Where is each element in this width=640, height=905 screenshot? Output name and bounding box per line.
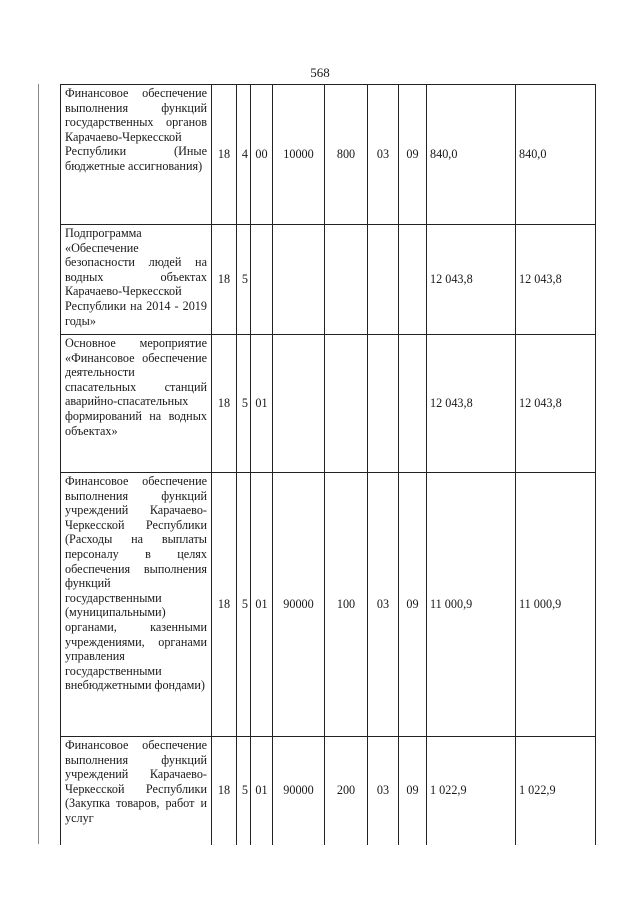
code-subsection [399, 225, 427, 335]
code-section [368, 225, 399, 335]
amount-2: 840,0 [516, 85, 596, 225]
code-subsection: 09 [399, 473, 427, 737]
code-subprogram: 4 [237, 85, 251, 225]
amount-1: 11 000,9 [427, 473, 516, 737]
budget-table [60, 84, 596, 845]
code-chapter: 18 [212, 225, 237, 335]
page-edge-line [38, 84, 39, 844]
code-section [368, 335, 399, 473]
code-subprogram: 5 [237, 335, 251, 473]
amount-1: 12 043,8 [427, 225, 516, 335]
code-subprogram: 5 [237, 473, 251, 737]
code-event: 01 [251, 335, 273, 473]
code-direction: 90000 [273, 737, 325, 845]
code-chapter: 18 [212, 335, 237, 473]
code-chapter: 18 [212, 737, 237, 845]
code-direction: 10000 [273, 85, 325, 225]
code-section: 03 [368, 85, 399, 225]
code-expense-type: 100 [325, 473, 368, 737]
code-expense-type: 800 [325, 85, 368, 225]
amount-1: 1 022,9 [427, 737, 516, 845]
table-row [61, 225, 596, 335]
code-event: 00 [251, 85, 273, 225]
table-row [61, 335, 596, 473]
code-subsection: 09 [399, 85, 427, 225]
code-direction: 90000 [273, 473, 325, 737]
row-description: Финансовое обеспечение выполнения функций государственных органов Карачаево-Черкесской Республики (Иные бюджетные ассигнования) [61, 85, 212, 225]
code-subsection: 09 [399, 737, 427, 845]
row-description: Финансовое обеспечение выполнения функций учреждений Карачаево-Черкесской Республики (Закупка товаров, работ и услуг [61, 737, 212, 845]
code-direction [273, 335, 325, 473]
amount-1: 840,0 [427, 85, 516, 225]
code-chapter: 18 [212, 85, 237, 225]
row-description: Финансовое обеспечение выполнения функций учреждений Карачаево-Черкесской Республики (Расходы на выплаты персоналу в целях обеспечения выполнения функций государственными (муниципальными) органами, казенными учреждениями, органами управления государственными внебюджетными фондами) [61, 473, 212, 737]
amount-2: 12 043,8 [516, 225, 596, 335]
code-subprogram: 5 [237, 225, 251, 335]
row-description: Подпрограмма «Обеспечение безопасности людей на водных объектах Карачаево-Черкесской Республики на 2014 - 2019 годы» [61, 225, 212, 335]
code-subprogram: 5 [237, 737, 251, 845]
table-row [61, 473, 596, 737]
table-row [61, 85, 596, 225]
code-expense-type [325, 225, 368, 335]
row-description: Основное мероприятие «Финансовое обеспечение деятельности спасательных станций аварийно-спасательных формирований на водных объектах» [61, 335, 212, 473]
code-direction [273, 225, 325, 335]
page-number: 568 [310, 65, 330, 80]
code-event: 01 [251, 737, 273, 845]
amount-1: 12 043,8 [427, 335, 516, 473]
code-section: 03 [368, 473, 399, 737]
amount-2: 11 000,9 [516, 473, 596, 737]
code-chapter: 18 [212, 473, 237, 737]
code-expense-type: 200 [325, 737, 368, 845]
amount-2: 1 022,9 [516, 737, 596, 845]
table-row [61, 737, 596, 845]
code-section: 03 [368, 737, 399, 845]
code-expense-type [325, 335, 368, 473]
code-subsection [399, 335, 427, 473]
amount-2: 12 043,8 [516, 335, 596, 473]
code-event: 01 [251, 473, 273, 737]
code-event [251, 225, 273, 335]
